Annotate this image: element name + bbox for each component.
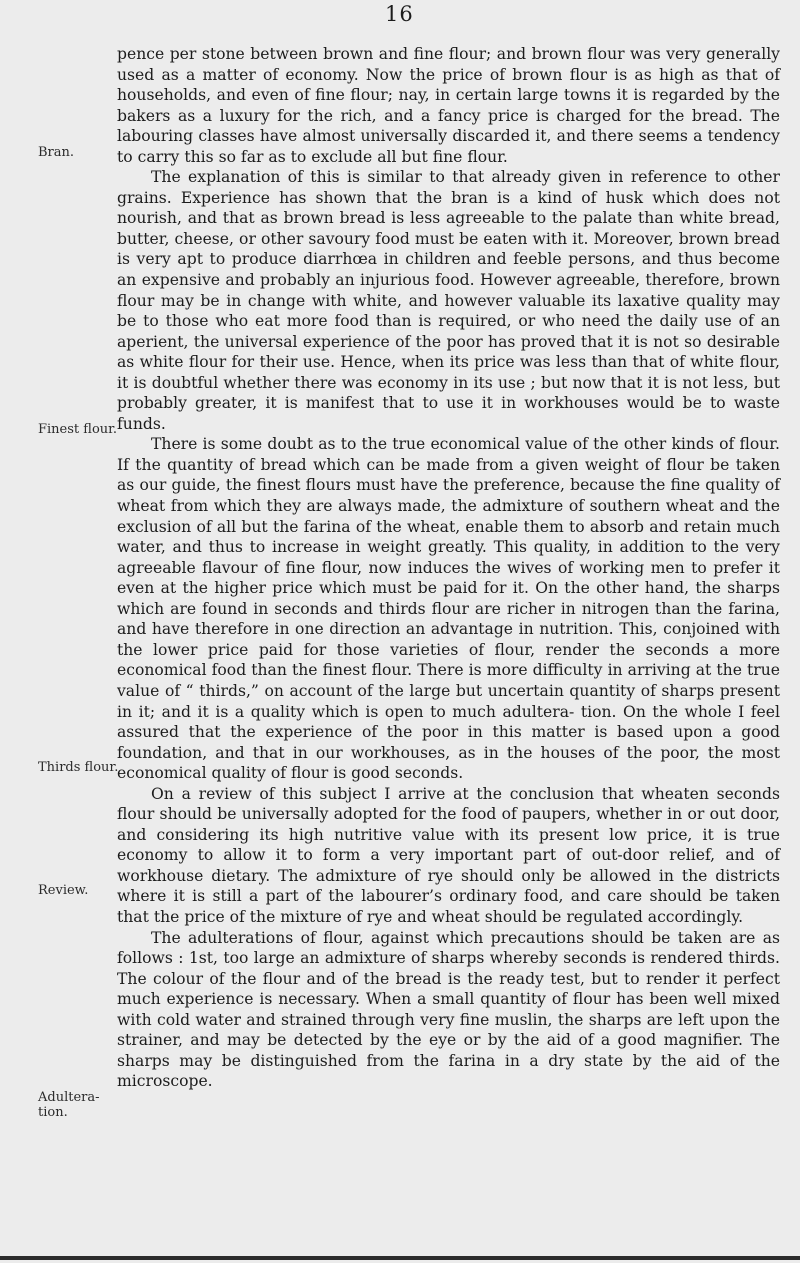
margin-note-finest-flour: Finest flour. — [38, 422, 118, 437]
margin-note-bran: Bran. — [38, 145, 75, 160]
margin-note-adulteration: Adultera-tion. — [38, 1090, 100, 1120]
margin-note-review: Review. — [38, 883, 89, 898]
paragraph-review: On a review of this subject I arrive at the conclusion that wheaten seconds flour should be universally adopted for the food of paupers, whether in or out door, and considering its high nutritive value with its present low price, it is true economy to allow it to form a very important part of out-door relief, and of workhouse dietary. The admixture of rye should only be allowed in the districts where it is still a part of the labourer’s ordinary food, and care should be taken that the price of the mixture of rye and wheat should be regulated accordingly. — [117, 784, 780, 926]
paragraph-brown-flour-price: pence per stone between brown and fine flour; and brown flour was very generally used as a matter of economy. Now the price of brown flour is as high as that of households, and even of fine flour; nay, in certain large towns it is regarded by the bakers as a luxury for the rich, and a fancy price is charged for the bread. The labouring classes have almost universally discarded it, and there seems a tendency to carry this so far as to exclude all but fine flour. — [117, 45, 780, 166]
paragraph-finest-flour: There is some doubt as to the true economical value of the other kinds of flour. If the quantity of bread which can be made from a given weight of flour be taken as our guide, the finest flours must have the preference, because the fine quality of wheat from which they are always made, the admixture of southern wheat and the exclusion of all but the farina of the wheat, enable them to absorb and retain much water, and thus to increase in weight greatly. This quality, in addition to the very agreeable flavour of fine flour, now induces the wives of working men to prefer it even at the higher price which must be paid for it. On the other hand, the sharps which are found in seconds and thirds flour are richer in nitrogen than the farina, and have therefore in one direction an advantage in nutrition. This, conjoined with the lower price paid for those varieties of flour, render the seconds a more economical food than the finest flour. There is more difficulty in arriving at the true value of “ thirds,” on account of the large but uncertain quantity of sharps present in it; and it is a quality which is open to much adultera- tion. On the whole I feel assured that the experience of the poor in this matter is based upon a good foundation, and that in our workhouses, as in the houses of the poor, the most economical quality of flour is good seconds. — [117, 435, 780, 783]
page-bottom-rule — [0, 1256, 800, 1260]
paragraph-bran: The explanation of this is similar to that already given in reference to other grains. Experience has shown that the bran is a kind of husk which does not nourish, and that as brown bread is less agreeable to the palate than white bread, butter, cheese, or other savoury food must be eaten with it. Moreover, brown bread is very apt to produce diarrhœa in children and feeble persons, and thus become an expensive and probably an injurious food. However agreeable, therefore, brown flour may be in change with white, and however valuable its laxative quality may be to those who eat more food than is required, or who need the daily use of an aperient, the universal experience of the poor has proved that it is not so desirable as white flour for their use. Hence, when its price was less than that of white flour, it is doubtful whether there was economy in its use ; but now that it is not less, but probably greater, it is manifest that to use it in workhouses would be to waste funds. — [117, 168, 780, 433]
paragraph-adulteration: The adulterations of flour, against which precautions should be taken are as follows : 1st, too large an admixture of sharps whereby seconds is rendered thirds. The colour of the flour and of the bread is the ready test, but to render it perfect much experience is necessary. When a small quantity of flour has been well mixed with cold water and strained through very fine muslin, the sharps are left upon the strainer, and may be detected by the eye or by the aid of a good magnifier. The sharps may be distinguished from the farina in a dry state by the aid of the microscope. — [117, 928, 780, 1091]
margin-note-thirds-flour: Thirds flour. — [38, 760, 119, 775]
body-text — [117, 44, 780, 1092]
page-number: 16 — [385, 2, 414, 26]
